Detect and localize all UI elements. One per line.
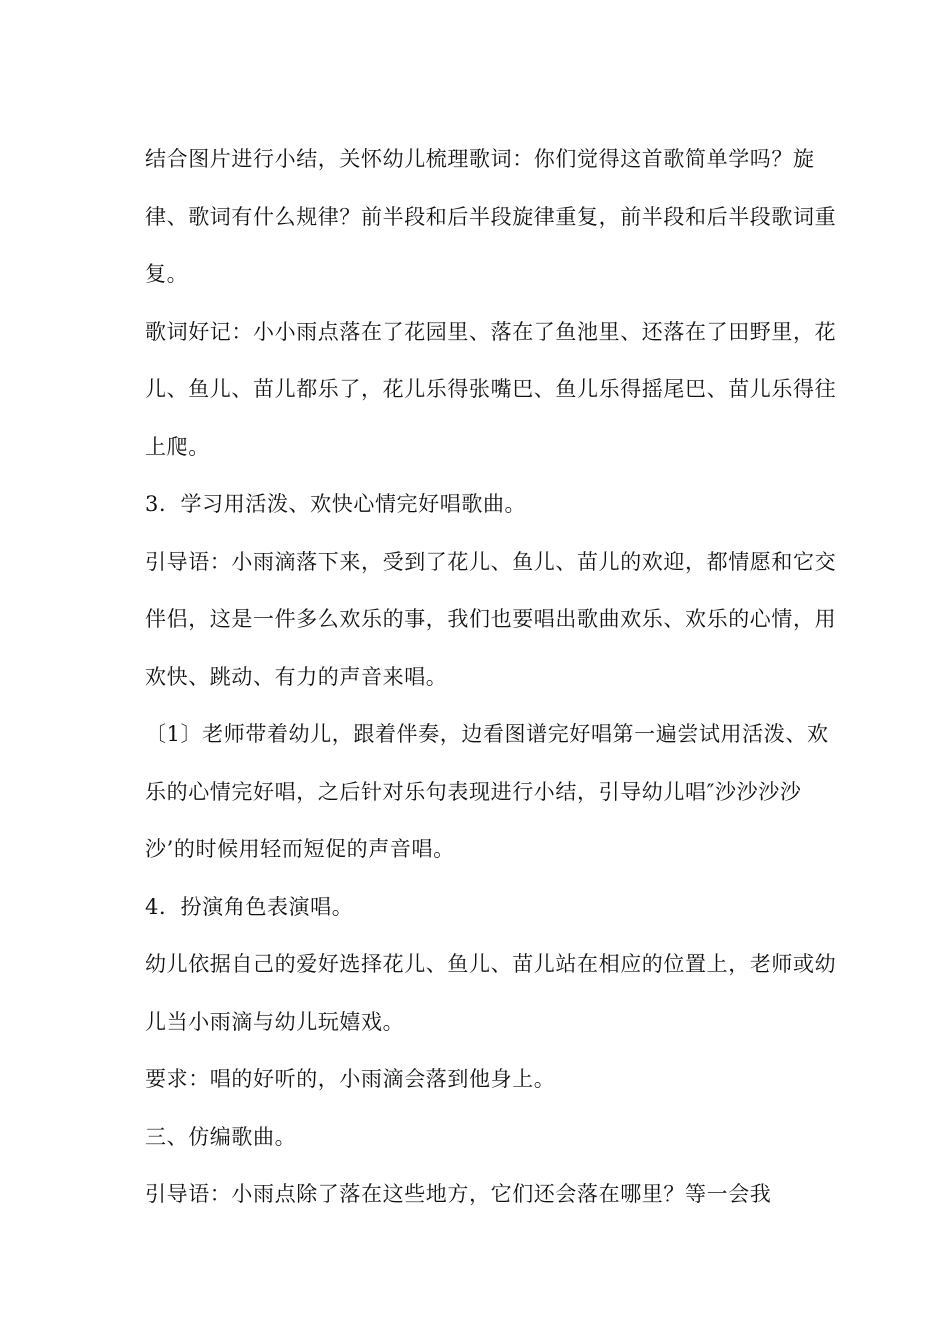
paragraph-step-4: 4．扮演角色表演唱。	[145, 894, 354, 919]
paragraph-requirement: 要求：唱的好听的，小雨滴会落到他身上。	[145, 1067, 556, 1091]
paragraph-step-3: 3．学习用活泼、欢快心情完好唱歌曲。	[145, 492, 527, 516]
paragraph-role-play: 幼儿依据自己的爱好选择花儿、鱼儿、苗儿站在相应的位置上，老师或幼儿当小雨滴与幼儿玩嬉戏。	[145, 952, 837, 1034]
paragraph-guide-1: 引导语：小雨滴落下来，受到了花儿、鱼儿、苗儿的欢迎，都情愿和它交伴侣，这是一件多么欢乐的事，我们也要唱出歌曲欢乐、欢乐的心情，用欢快、跳动、有力的声音来唱。	[145, 549, 837, 689]
paragraph-section-3: 三、仿编歌曲。	[145, 1124, 297, 1149]
paragraph-guide-2: 引导语：小雨点除了落在这些地方，它们还会落在哪里？等一会我	[145, 1182, 772, 1206]
paragraph-sub-1: 〔1〕老师带着幼儿，跟着伴奏，边看图谱完好唱第一遍尝试用活泼、欢乐的心情完好唱，之后针对乐句表现进行小结，引导幼儿唱″沙沙沙沙沙’的时候用轻而短促的声音唱。	[145, 722, 829, 861]
paragraph-summary: 结合图片进行小结，关怀幼儿梳理歌词：你们觉得这首歌简单学吗？旋律、歌词有什么规律？前半段和后半段旋律重复，前半段和后半段歌词重复。	[145, 147, 837, 286]
document-body	[145, 131, 845, 1224]
paragraph-lyrics: 歌词好记：小小雨点落在了花园里、落在了鱼池里、还落在了田野里，花儿、鱼儿、苗儿都乐了，花儿乐得张嘴巴、鱼儿乐得摇尾巴、苗儿乐得往上爬。	[145, 319, 837, 459]
